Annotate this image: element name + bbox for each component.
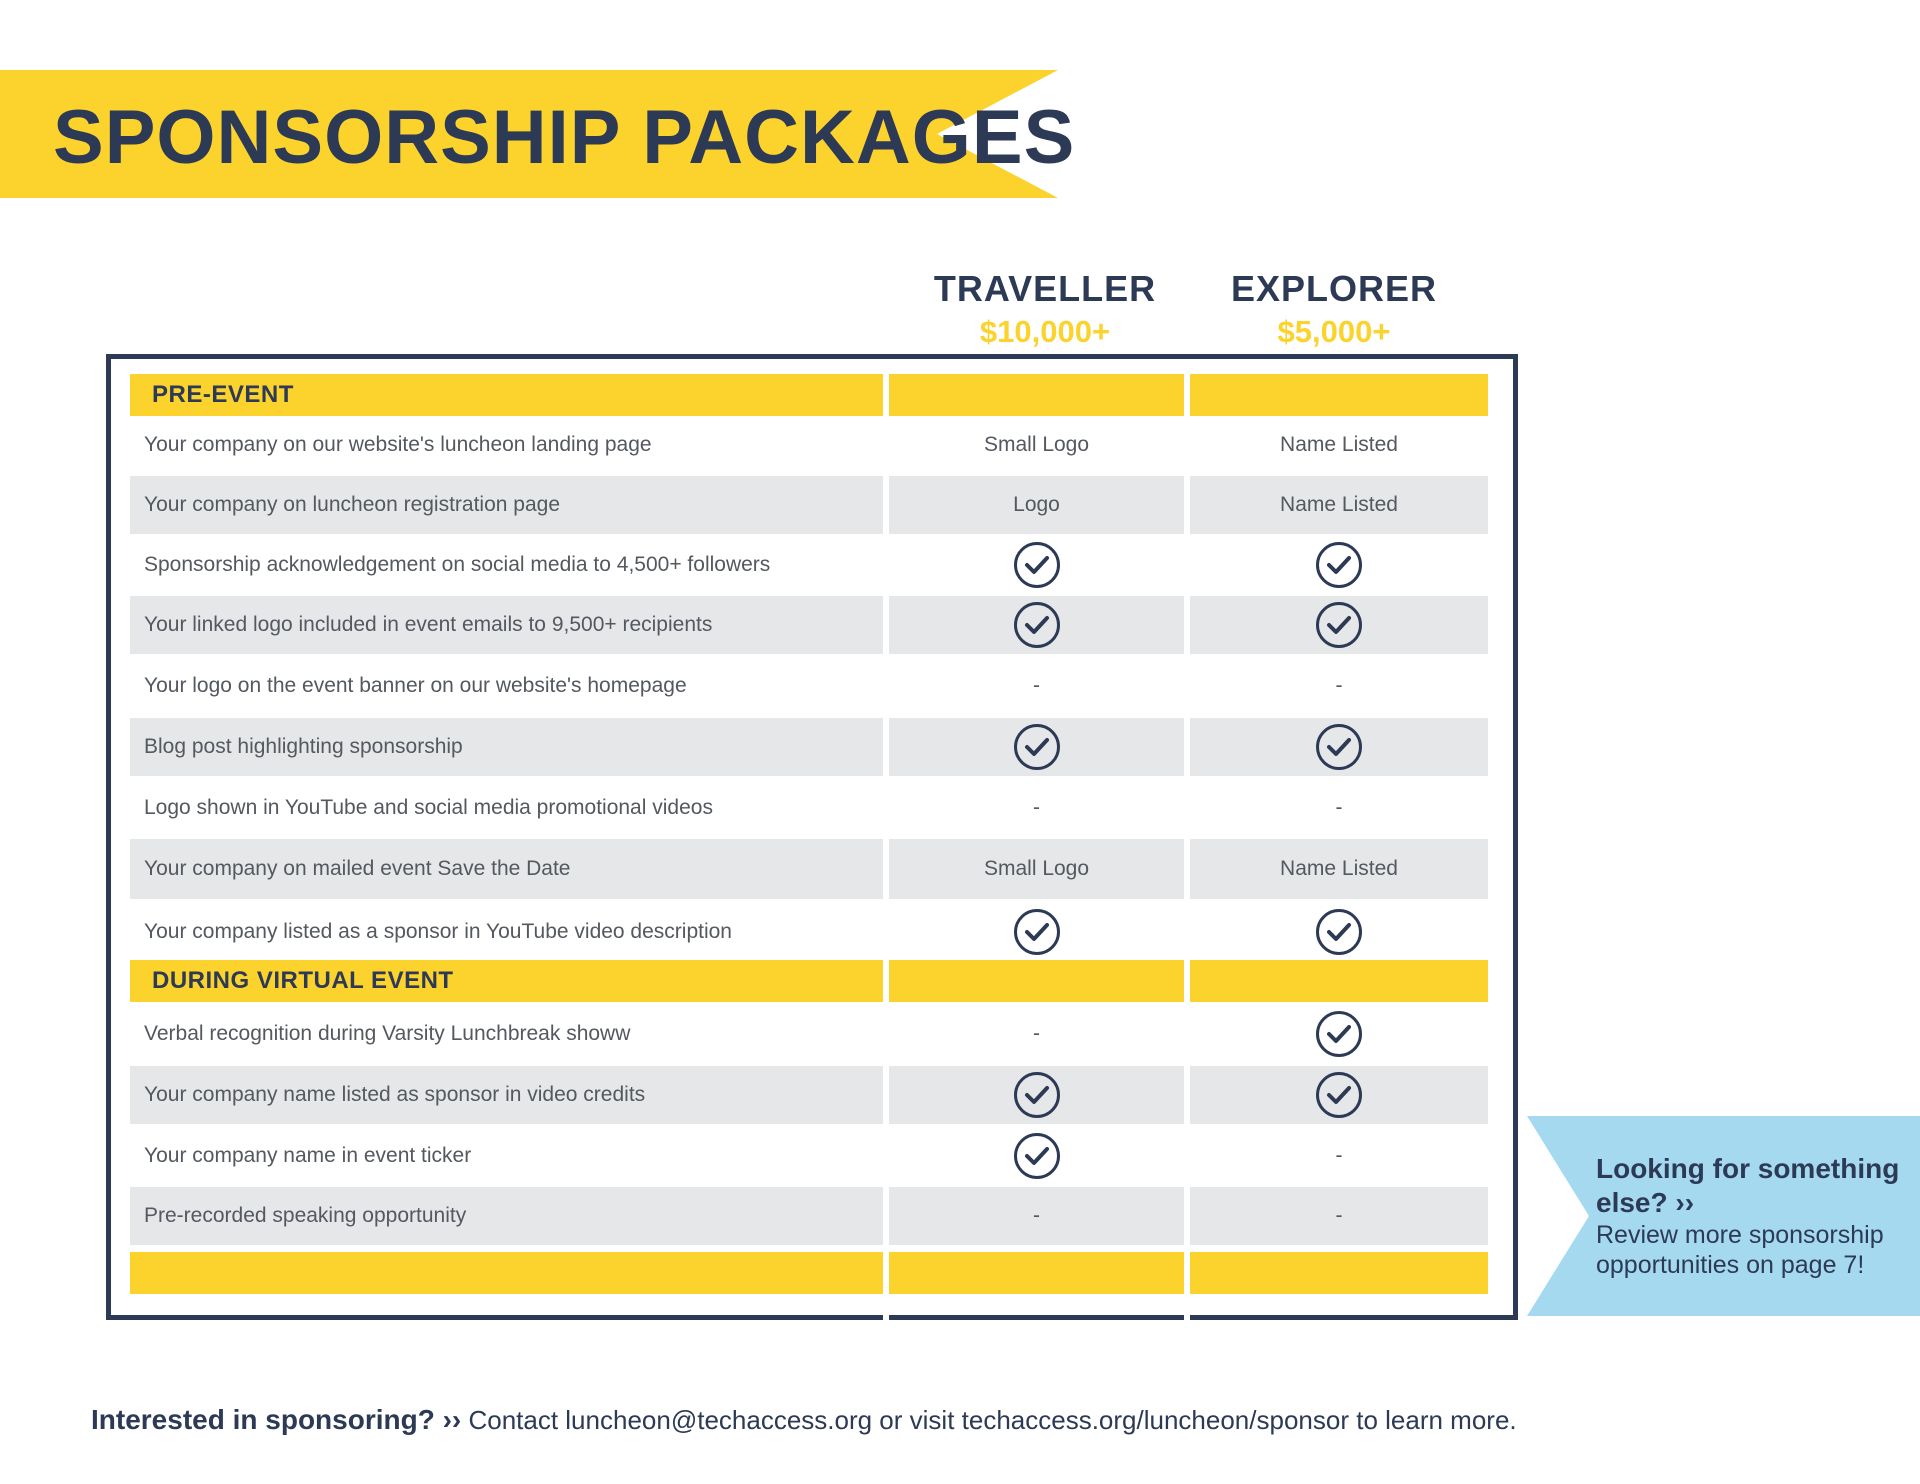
- section-header: [130, 960, 1488, 1002]
- section-title: PRE-EVENT: [130, 374, 883, 416]
- check-circle-icon: [1316, 602, 1362, 648]
- check-circle-icon: [1316, 909, 1362, 955]
- callout[interactable]: [1596, 1152, 1916, 1280]
- value-cell-explorer: Name Listed: [1190, 416, 1488, 474]
- value-cell-traveller: [889, 1126, 1184, 1185]
- check-circle-icon: [1014, 1072, 1060, 1118]
- column-divider: [883, 1310, 889, 1324]
- check-circle-icon: [1014, 909, 1060, 955]
- callout-body: Review more sponsorship opportunities on page 7!: [1596, 1221, 1884, 1279]
- value-cell-traveller: Small Logo: [889, 416, 1184, 474]
- table-row: [130, 1187, 1488, 1245]
- value-cell-traveller: Logo: [889, 476, 1184, 534]
- section-header: [130, 374, 1488, 416]
- value-cell-explorer: [1190, 718, 1488, 776]
- value-cell-traveller: -: [889, 778, 1184, 837]
- table-row: [130, 1004, 1488, 1064]
- table-row: [130, 416, 1488, 474]
- page-title: SPONSORSHIP PACKAGES: [53, 95, 1076, 180]
- section-title: DURING VIRTUAL EVENT: [130, 960, 883, 1002]
- table-row: [130, 778, 1488, 837]
- callout-title: Looking for something else? ››: [1596, 1153, 1900, 1218]
- check-circle-icon: [1316, 1011, 1362, 1057]
- value-cell-explorer: [1190, 596, 1488, 654]
- section-cell-traveller: [889, 960, 1184, 1002]
- footer-band-cell: [1190, 1252, 1488, 1294]
- table-row: [130, 1066, 1488, 1124]
- value-cell-explorer: Name Listed: [1190, 476, 1488, 534]
- value-cell-traveller: Small Logo: [889, 839, 1184, 899]
- footer-contact[interactable]: Contact luncheon@techaccess.org or visit techaccess.org/luncheon/sponsor to learn more.: [461, 1405, 1517, 1435]
- table-row: [130, 656, 1488, 716]
- feature-label: Your linked logo included in event emails to 9,500+ recipients: [130, 596, 883, 654]
- check-circle-icon: [1014, 542, 1060, 588]
- feature-label: Logo shown in YouTube and social media promotional videos: [130, 778, 883, 837]
- check-circle-icon: [1014, 602, 1060, 648]
- table-row: [130, 839, 1488, 899]
- feature-label: Your company listed as a sponsor in YouTube video description: [130, 901, 883, 962]
- value-cell-explorer: -: [1190, 656, 1488, 716]
- value-cell-traveller: [889, 536, 1184, 594]
- feature-label: Sponsorship acknowledgement on social media to 4,500+ followers: [130, 536, 883, 594]
- value-cell-explorer: -: [1190, 1187, 1488, 1245]
- value-cell-explorer: -: [1190, 1126, 1488, 1185]
- feature-label: Your company on our website's luncheon landing page: [130, 416, 883, 474]
- value-cell-explorer: Name Listed: [1190, 839, 1488, 899]
- footer-band-cell: [130, 1252, 883, 1294]
- tier-header-explorer: [1184, 268, 1484, 350]
- feature-label: Your company name in event ticker: [130, 1126, 883, 1185]
- value-cell-traveller: [889, 901, 1184, 962]
- table-row: [130, 536, 1488, 594]
- check-circle-icon: [1316, 1072, 1362, 1118]
- value-cell-explorer: [1190, 901, 1488, 962]
- value-cell-explorer: [1190, 1066, 1488, 1124]
- feature-label: Verbal recognition during Varsity Lunchbreak showw: [130, 1004, 883, 1064]
- value-cell-traveller: [889, 596, 1184, 654]
- value-cell-explorer: -: [1190, 778, 1488, 837]
- table-footer-band: [130, 1252, 1488, 1294]
- feature-label: Your company on luncheon registration page: [130, 476, 883, 534]
- tier-price: $5,000+: [1277, 314, 1391, 349]
- check-circle-icon: [1014, 1133, 1060, 1179]
- footer-band-cell: [889, 1252, 1184, 1294]
- value-cell-traveller: -: [889, 1004, 1184, 1064]
- check-circle-icon: [1316, 724, 1362, 770]
- feature-label: Pre-recorded speaking opportunity: [130, 1187, 883, 1245]
- section-cell-explorer: [1190, 960, 1488, 1002]
- value-cell-traveller: -: [889, 656, 1184, 716]
- section-cell-explorer: [1190, 374, 1488, 416]
- feature-label: Your company on mailed event Save the Date: [130, 839, 883, 899]
- table-row: [130, 901, 1488, 962]
- value-cell-explorer: [1190, 536, 1488, 594]
- feature-label: Your company name listed as sponsor in video credits: [130, 1066, 883, 1124]
- table-row: [130, 476, 1488, 534]
- footer: [91, 1404, 1517, 1436]
- table-row: [130, 1126, 1488, 1185]
- check-circle-icon: [1014, 724, 1060, 770]
- tier-header-traveller: [895, 268, 1195, 350]
- column-divider: [1184, 1310, 1190, 1324]
- feature-label: Your logo on the event banner on our website's homepage: [130, 656, 883, 716]
- value-cell-traveller: -: [889, 1187, 1184, 1245]
- value-cell-traveller: [889, 718, 1184, 776]
- footer-lead: Interested in sponsoring? ››: [91, 1404, 462, 1435]
- tier-price: $10,000+: [979, 314, 1111, 349]
- section-cell-traveller: [889, 374, 1184, 416]
- value-cell-explorer: [1190, 1004, 1488, 1064]
- tier-name: EXPLORER: [1230, 268, 1438, 309]
- tier-name: TRAVELLER: [933, 268, 1157, 309]
- table-row: [130, 596, 1488, 654]
- feature-label: Blog post highlighting sponsorship: [130, 718, 883, 776]
- value-cell-traveller: [889, 1066, 1184, 1124]
- check-circle-icon: [1316, 542, 1362, 588]
- table-row: [130, 718, 1488, 776]
